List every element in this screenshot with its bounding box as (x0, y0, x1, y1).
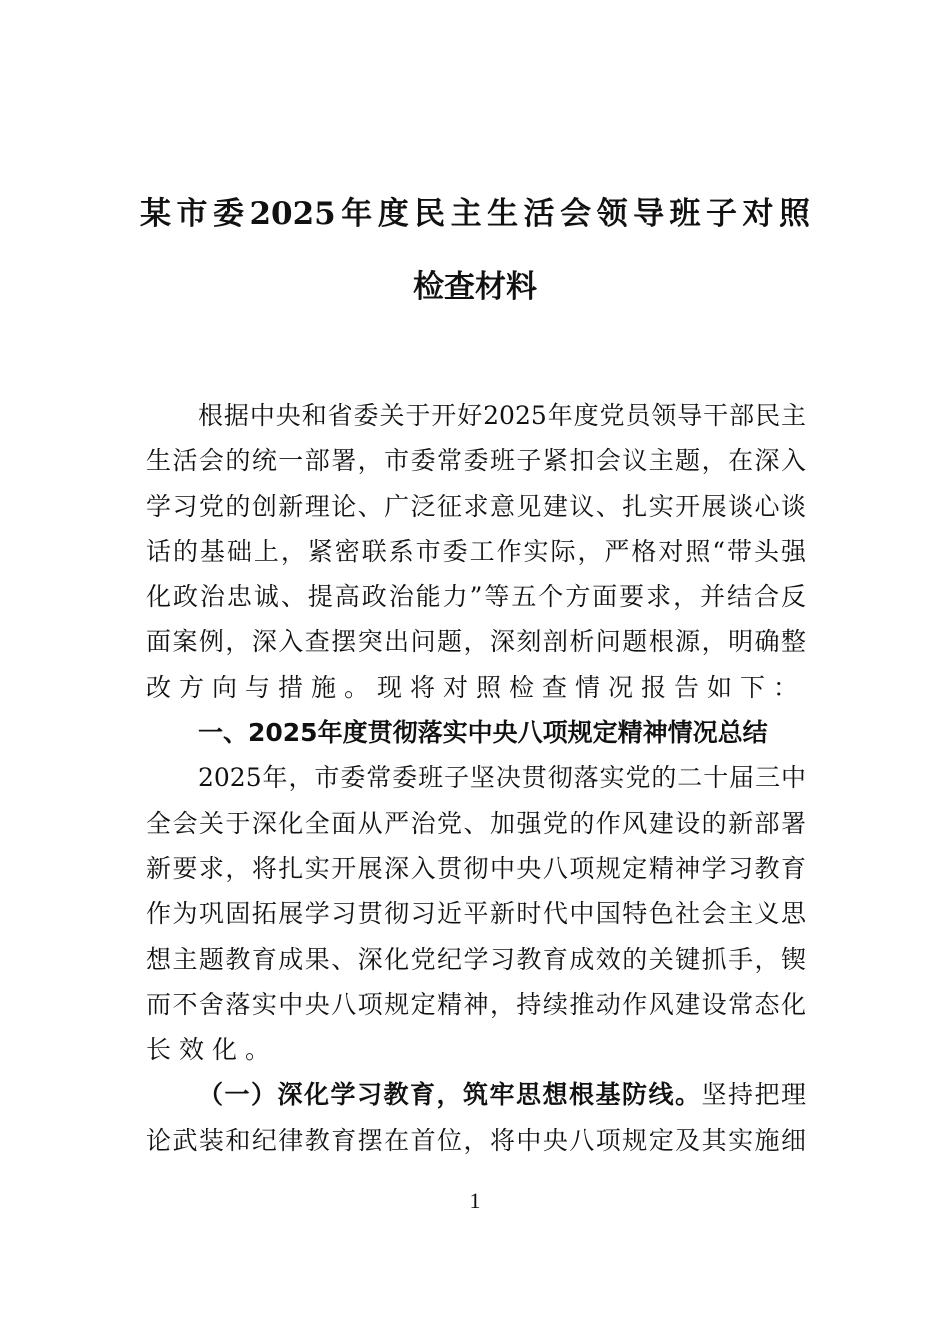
text-line: 而不舍落实中央八项规定精神，持续推动作风建设常态化 (146, 989, 806, 1019)
text-line: 2025年，市委常委班子坚决贯彻落实党的二十届三中 (198, 763, 806, 793)
document-title (140, 178, 810, 324)
subsection-text: 坚持把理 (701, 1080, 806, 1110)
text-line: 新要求，将扎实开展深入贯彻中央八项规定精神学习教育 (146, 853, 806, 883)
title-line-1: 某市委2025年度民主生活会领导班子对照 (140, 196, 810, 232)
text-line: 长效化。 (146, 1035, 279, 1065)
text-line (146, 1072, 806, 1117)
page-number: 1 (469, 1188, 481, 1213)
text-line: 化政治忠诚、提高政治能力”等五个方面要求，并结合反 (146, 582, 806, 612)
section-heading-1: 一、2025年度贯彻落实中央八项规定精神情况总结 (198, 718, 768, 748)
text-line: 生活会的统一部署，市委常委班子紧扣会议主题，在深入 (146, 446, 806, 476)
text-line: 改方向与措施。现将对照检查情况报告如下： (146, 672, 807, 702)
text-line: 根据中央和省委关于开好2025年度党员领导干部民主 (198, 401, 806, 430)
subsection-paragraph (146, 1072, 806, 1163)
subsection-heading: （一）深化学习教育，筑牢思想根基防线。 (198, 1080, 702, 1110)
document-body (146, 393, 806, 1163)
intro-paragraph (146, 393, 806, 710)
text-line: 话的基础上，紧密联系市委工作实际，严格对照“带头强 (146, 536, 806, 566)
summary-paragraph (146, 755, 806, 1072)
text-line: 论武装和纪律教育摆在首位，将中央八项规定及其实施细 (146, 1125, 806, 1155)
text-line: 作为巩固拓展学习贯彻习近平新时代中国特色社会主义思 (146, 899, 806, 929)
text-line: 学习党的创新理论、广泛征求意见建议、扎实开展谈心谈 (146, 491, 806, 521)
title-line-2: 检查材料 (413, 269, 537, 305)
text-line: 全会关于深化全面从严治党、加强党的作风建设的新部署 (146, 808, 806, 838)
text-line: 面案例，深入查摆突出问题，深刻剖析问题根源，明确整 (146, 627, 806, 657)
text-line: 想主题教育成果、深化党纪学习教育成效的关键抓手，锲 (146, 944, 806, 974)
